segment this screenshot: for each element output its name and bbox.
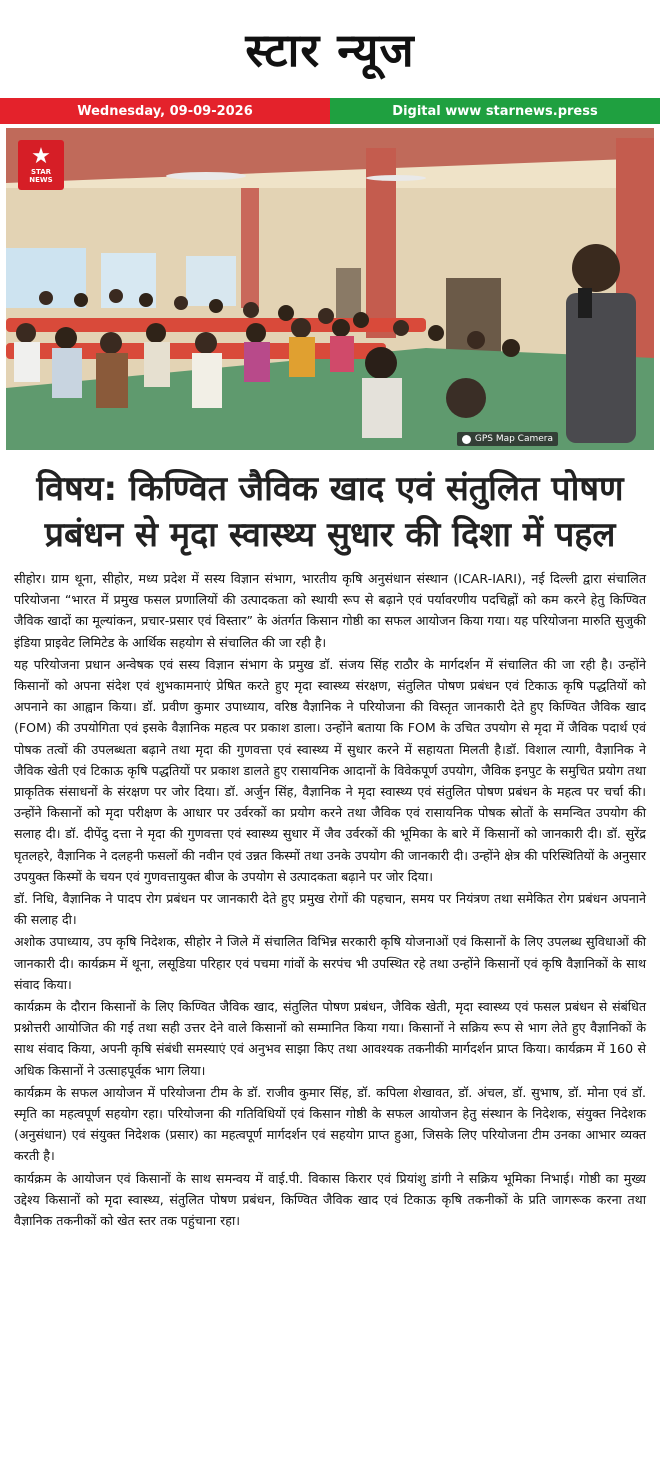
publish-date: Wednesday, 09-09-2026 xyxy=(0,98,330,124)
website-label: Digital www starnews.press xyxy=(330,98,660,124)
article-paragraph: यह परियोजना प्रधान अन्वेषक एवं सस्य विज्ञान संभाग के प्रमुख डॉ. संजय सिंह राठौर के मार्गदर्शन में संचालित की जा रही है। उन्होंने किसानों को अपना संदेश एवं शुभकामनाएं प्रेषित करते हुए मृदा स्वास्थ्य संरक्षण, संतुलित पोषण प्रबंधन एवं टिकाऊ कृषि पद्धतियों को अपनाने का आह्वान किया। डॉ. प्रवीण कुमार उपाध्याय, वरिष्ठ वैज्ञानिक ने परियोजना की विस्तृत जानकारी देते हुए किण्वित जैविक खाद (FOM) की उपयोगिता एवं इसके वैज्ञानिक महत्व पर प्रकाश डाला। उन्होंने बताया कि FOM के उचित उपयोग से मृदा में जैविक पदार्थ एवं पोषक तत्वों की उपलब्धता बढ़ाने तथा मृदा की गुणवत्ता एवं स्वास्थ्य में सुधार करने में सहायता मिलती है।डॉ. विशाल त्यागी, वैज्ञानिक ने जैविक खेती एवं टिकाऊ कृषि पद्धतियों पर प्रकाश डालते हुए रासायनिक आदानों के विवेकपूर्ण उपयोग, जैविक इनपुट के समुचित प्रयोग तथा प्राकृतिक संसाधनों के संरक्षण पर जोर दिया। डॉ. अर्जुन सिंह, वैज्ञानिक ने मृदा स्वास्थ्य एवं संतुलित पोषण प्रबंधन के महत्व पर चर्चा की। उन्होंने किसानों को मृदा परीक्षण के आधार पर उर्वरकों का प्रयोग करने तथा जैविक एवं रासायनिक पोषक स्रोतों के समन्वित उपयोग की सलाह दी। डॉ. दीपेंदु दत्ता ने मृदा की गुणवत्ता एवं स्वास्थ्य सुधार में जैव उर्वरकों की भूमिका के बारे में किसानों को जानकारी दी। डॉ. सुरेंद्र घृतलहरे, वैज्ञानिक ने दलहनी फसलों की नवीन एवं उन्नत किस्मों तथा उनके उपयोग की जानकारी दी। उन्होंने क्षेत्र की परिस्थितियों के अनुसार उपयुक्त किस्मों के चयन एवं गुणवत्तायुक्त बीज के उपयोग से उत्पादकता बढ़ाने पर जोर दिया। xyxy=(14,656,646,884)
gps-label: GPS Map Camera xyxy=(474,434,553,444)
event-photo xyxy=(6,128,654,450)
gps-watermark xyxy=(457,432,558,446)
star-icon: ★ xyxy=(31,144,51,169)
date-band xyxy=(0,98,660,124)
masthead xyxy=(0,0,660,98)
article-paragraph: डॉ. निधि, वैज्ञानिक ने पादप रोग प्रबंधन पर जानकारी देते हुए प्रमुख रोगों की पहचान, समय पर नियंत्रण तथा समेकित रोग प्रबंधन अपनाने की सलाह दी। xyxy=(14,891,646,928)
article-body xyxy=(14,568,646,1231)
star-news-logo xyxy=(18,140,64,190)
article-paragraph: सीहोर। ग्राम थूना, सीहोर, मध्य प्रदेश में सस्य विज्ञान संभाग, भारतीय कृषि अनुसंधान संस्थान (ICAR-IARI), नई दिल्ली द्वारा संचालित परियोजना “भारत में प्रमुख फसल प्रणालियों की उत्पादकता को स्थायी रूप से बढ़ाने एवं पर्यावरणीय पदचिह्नों को कम करने हेतु किण्वित जैविक खादों का मूल्यांकन, प्रचार-प्रसार एवं विस्तार” के अंतर्गत किसान गोष्ठी का सफल आयोजन किया गया। यह परियोजना मारुति सुजुकी इंडिया प्राइवेट लिमिटेड के आर्थिक सहयोग से संचालित की जा रही है। xyxy=(14,571,646,650)
article-paragraph: कार्यक्रम के आयोजन एवं किसानों के साथ समन्वय में वाई.पी. विकास किरार एवं प्रियांशु डांगी ने सक्रिय भूमिका निभाई। गोष्ठी का मुख्य उद्देश्य किसानों को मृदा स्वास्थ्य, संतुलित पोषण प्रबंधन, किण्वित जैविक खाद एवं टिकाऊ कृषि तकनीकों के प्रति जागरूक करना तथा वैज्ञानिक तकनीकों को खेत स्तर तक पहुंचाना रहा। xyxy=(14,1170,646,1229)
logo-text-bottom: NEWS xyxy=(29,176,53,184)
article-title: विषय: किण्वित जैविक खाद एवं संतुलित पोषण प्रबंधन से मृदा स्वास्थ्य सुधार की दिशा में पहल xyxy=(36,469,624,555)
article-paragraph: कार्यक्रम के सफल आयोजन में परियोजना टीम के डॉ. राजीव कुमार सिंह, डॉ. कपिला शेखावत, डॉ. अंचल, डॉ. सुभाष, डॉ. मोना एवं डॉ. स्मृति का महत्वपूर्ण सहयोग रहा। परियोजना की गतिविधियों एवं किसान गोष्ठी के सफल आयोजन हेतु संस्थान के निदेशक, संयुक्त निदेशक (अनुसंधान) एवं संयुक्त निदेशक (प्रसार) का महत्वपूर्ण मार्गदर्शन एवं सहयोग प्राप्त हुआ, जिसके लिए परियोजना टीम उनका आभार व्यक्त करती है। xyxy=(14,1084,646,1164)
newspaper-name: स्टार न्यूज xyxy=(245,23,415,77)
article-paragraph: कार्यक्रम के दौरान किसानों के लिए किण्वित जैविक खाद, संतुलित पोषण प्रबंधन, जैविक खेती, मृदा स्वास्थ्य एवं फसल प्रबंधन से संबंधित प्रश्नोत्तरी आयोजित की गई तथा सही उत्तर देने वाले किसानों को सम्मानित किया गया। किसानों ने सक्रिय रूप से भाग लेते हुए वैज्ञानिकों के साथ संवाद किया, अपनी कृषि संबंधी समस्याएं एवं अनुभव साझा किए तथा आवश्यक तकनीकी मार्गदर्शन प्राप्त किया। कार्यक्रम में 160 से अधिक किसानों ने उत्साहपूर्वक भाग लिया। xyxy=(14,999,646,1078)
camera-icon xyxy=(462,435,471,444)
logo-text-top: STAR xyxy=(30,168,52,176)
hall-scene-illustration xyxy=(6,128,654,450)
article-paragraph: अशोक उपाध्याय, उप कृषि निदेशक, सीहोर ने जिले में संचालित विभिन्न सरकारी कृषि योजनाओं एवं किसानों के लिए उपलब्ध सुविधाओं की जानकारी दी। कार्यक्रम में थूना, लसूडिया परिहार एवं पचमा गांवों के सरपंच भी उपस्थित रहे तथा उन्होंने किसानों एवं कृषि वैज्ञानिकों के साथ संवाद किया। xyxy=(14,934,646,992)
